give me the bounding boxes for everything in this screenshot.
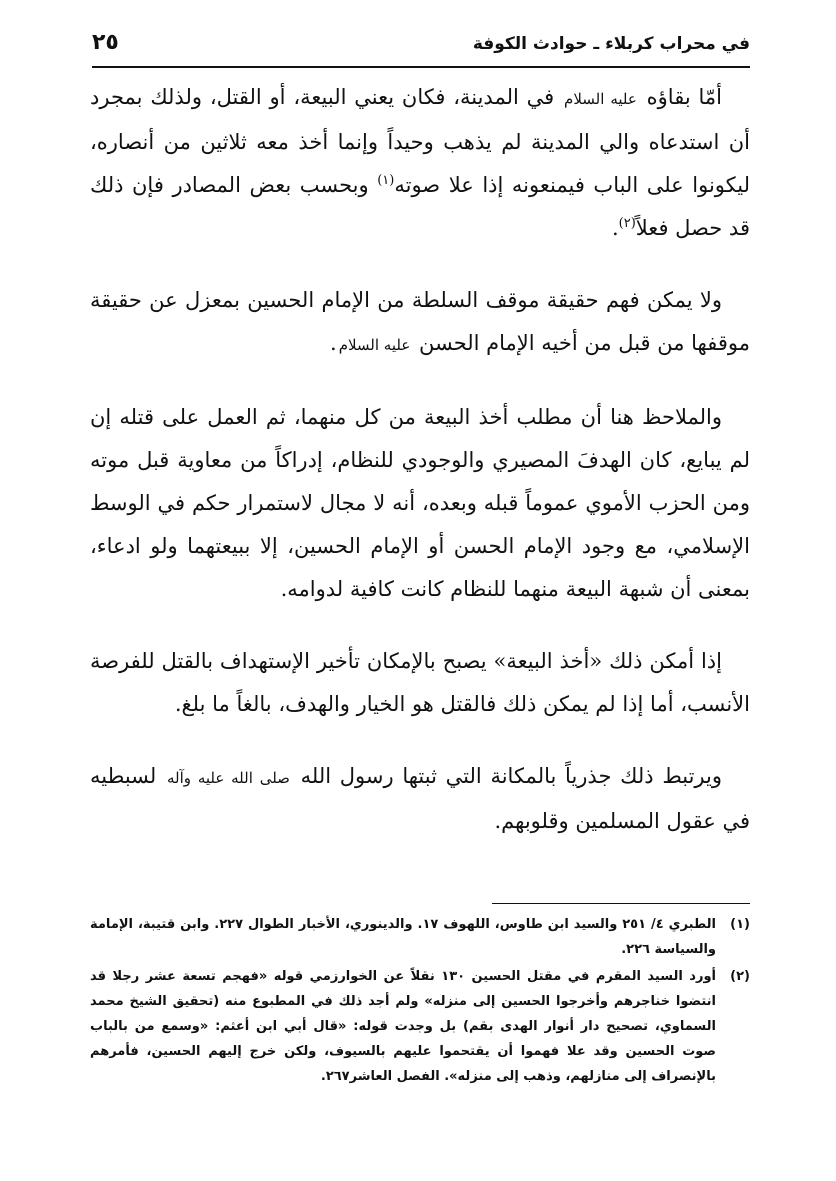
main-text	[90, 76, 750, 872]
paragraph-text: .	[330, 331, 337, 355]
footnote-text: الطبري ٤/ ٢٥١ والسيد ابن طاوس، اللهوف ١٧. والدينوري، الأخبار الطوال ٢٢٧. وابن قتيبة، الإمامة والسياسة ٢٢٦.	[90, 917, 716, 957]
footnotes	[90, 912, 750, 1091]
paragraph-text: ويرتبط ذلك جذرياً بالمكانة التي ثبتها رسول الله	[291, 764, 723, 788]
paragraph-2	[90, 279, 750, 367]
page-number: ٢٥	[92, 30, 119, 55]
paragraph-text: ولا يمكن فهم حقيقة موقف السلطة من الإمام الحسين بمعزل عن حقيقة موقفها من قبل من أخيه الإمام الحسن	[90, 288, 750, 355]
page-header	[92, 30, 750, 68]
paragraph-text: في المدينة، فكان يعني البيعة، أو القتل، ولذلك بمجرد أن استدعاه والي المدينة لم يذهب وحيداً وإنما أخذ معه ثلاثين من أنصاره، ليكونوا على الباب فيمنعونه إذا علا صوته	[90, 85, 750, 197]
honorific-glyph: عليه السلام	[338, 336, 411, 354]
paragraph-text: .	[611, 216, 619, 240]
footnote-1	[90, 912, 750, 962]
paragraph-5	[90, 755, 750, 843]
footnote-text: أورد السيد المقرم في مقتل الحسين ١٣٠ نقلاً عن الخوارزمي قوله «فهجم تسعة عشر رجلا قد انتضوا خناجرهم وأخرجوا الحسين إلى منزله» ولم أجد ذلك في المطبوع منه (تحقيق الشيخ محمد السماوي، تصحيح دار أنوار الهدى بقم) بل وجدت قوله: «قال أبي ابن أعثم: «وسمع من بالباب صوت الحسين وقد علا فهموا أن يقتحموا عليهم بالسيوف، ولكن خرج إليهم الحسين، فأمرهم بالإنصراف إلى منازلهم، وذهب إلى منزله». الفصل العاشر٢٦٧.	[90, 969, 716, 1084]
paragraph-text: إذا أمكن ذلك «أخذ البيعة» يصبح بالإمكان تأخير الإستهداف بالقتل للفرصة الأنسب، أما إذا لم يمكن ذلك فالقتل هو الخيار والهدف، بالغاً ما بلغ.	[90, 649, 750, 716]
honorific-glyph: عليه السلام	[564, 90, 637, 108]
running-title: في محراب كربلاء ـ حوادث الكوفة	[472, 34, 750, 54]
footnote-number: (١)	[730, 917, 750, 932]
paragraph-1	[90, 76, 750, 250]
footnote-divider	[492, 903, 750, 904]
footnote-reference-2[interactable]: (٢)	[618, 216, 636, 231]
paragraph-3	[90, 396, 750, 611]
paragraph-text: والملاحظ هنا أن مطلب أخذ البيعة من كل منهما، ثم العمل على قتله إن لم يبايع، كان الهدفَ المصيري والوجودي للنظام، إدراكاً من معاوية قبل موته ومن الحزب الأموي عموماً قبله وبعده، أنه لا مجال لاستمرار حكم في الوسط الإسلامي، مع وجود الإمام الحسن أو الإمام الحسين، إلا ببيعتهما ولو ادعاء، بمعنى أن شبهة البيعة منهما للنظام كانت كافية لدوامه.	[90, 405, 750, 601]
paragraph-text: لسبطيه في عقول المسلمين وقلوبهم.	[90, 764, 750, 833]
paragraph-text: وبحسب بعض المصادر فإن ذلك قد حصل فعلاً	[90, 173, 750, 240]
paragraph-4	[90, 640, 750, 726]
footnote-reference-1[interactable]: (١)	[377, 173, 395, 188]
honorific-glyph: صلى الله عليه وآله	[167, 769, 290, 787]
paragraph-text: أمّا بقاؤه	[638, 85, 722, 109]
footnote-2	[90, 964, 750, 1089]
footnote-number: (٢)	[730, 969, 750, 984]
